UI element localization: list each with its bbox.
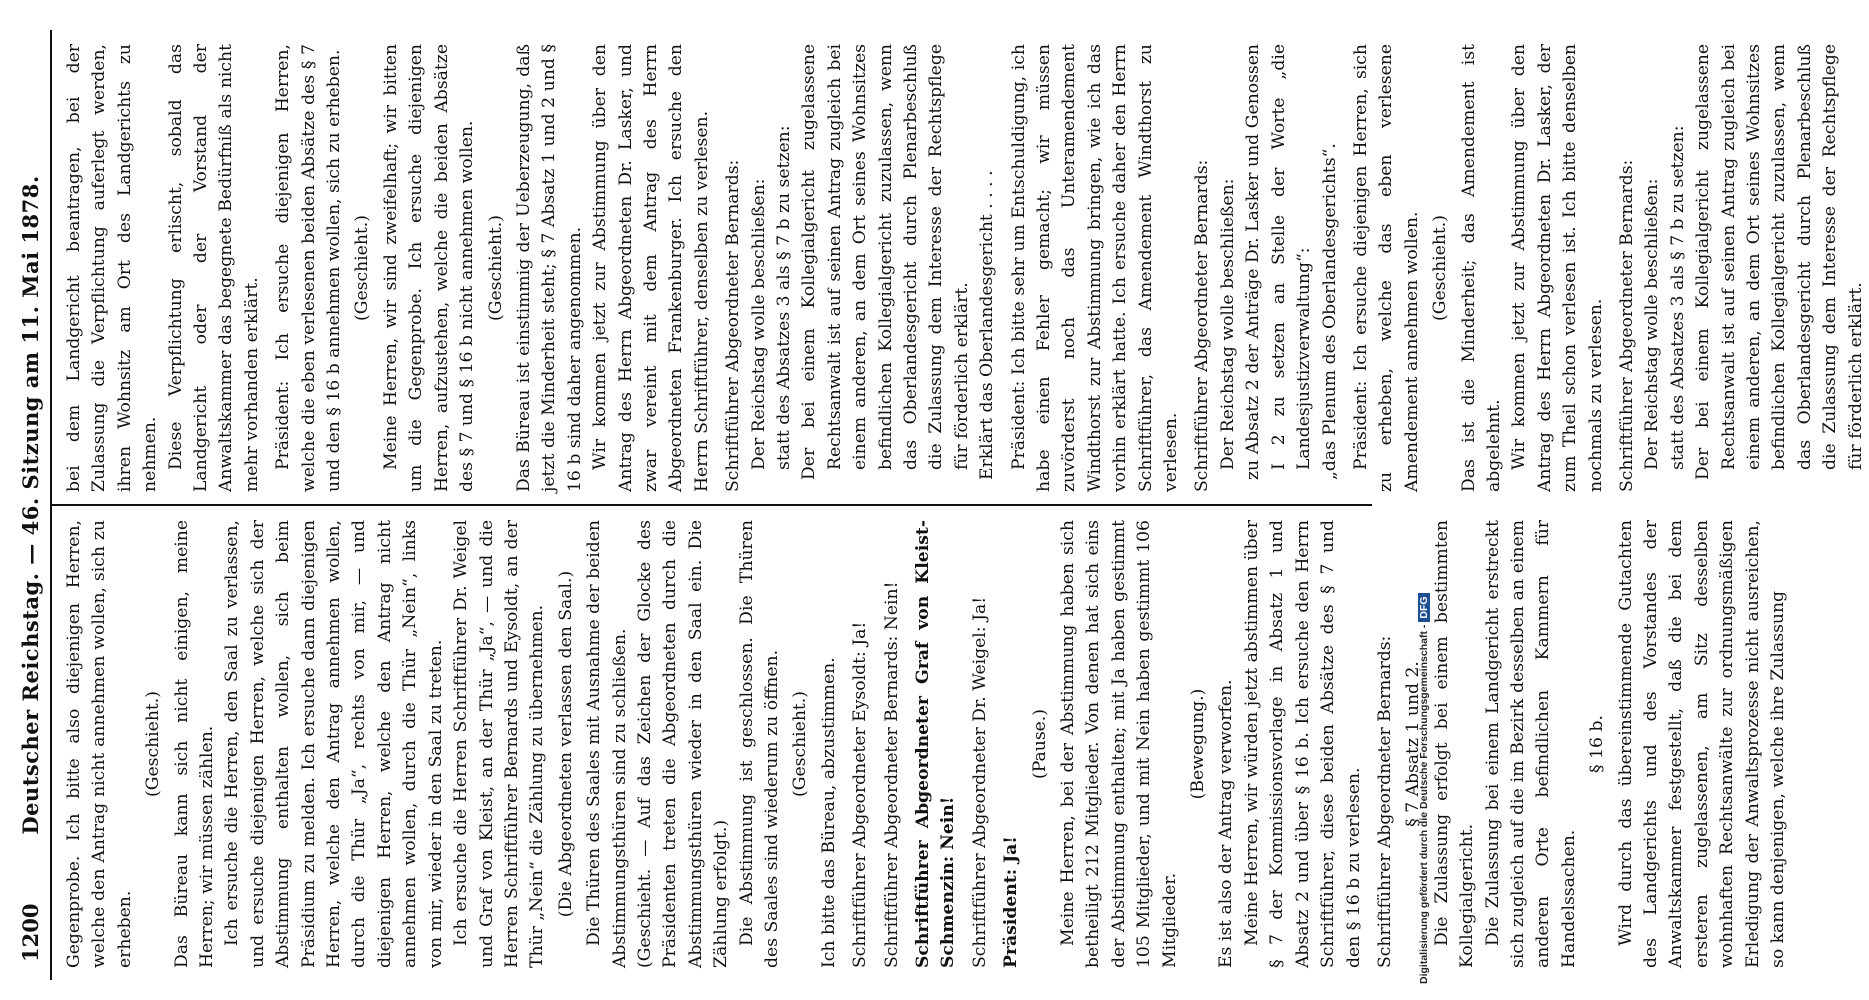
- page-title: Deutscher Reichstag. — 46. Sitzung am 11. Mai 1878.: [18, 175, 43, 835]
- paragraph: Diese Verpflichtung erlischt, sobald das Landgericht oder der Vorstand der Anwaltskammer das begegnete Bedürfniß als nicht mehr vorhanden erklärt.: [165, 44, 262, 492]
- paragraph: bei dem Landgericht beantragen, bei der Zulassung die Verpflichtung auferlegt werden, ihren Wohnsitz am Ort des Landgerichts zu nehmen.: [64, 44, 161, 492]
- paragraph: Ich ersuche die Herren, den Saal zu verlassen, und ersuche diejenigen Herren, welche sich der Abstimmung enthalten wollen, sich beim Präsidium zu melden. Ich ersuche dann diejenigen Herren, welche den Antrag annehmen wollen, durch die Thür „Ja“, rechts von mir, — und diejenigen Herren, welche den Antrag nicht annehmen wollen, durch die Thür „Nein“, links von mir, wieder in den Saal zu treten.: [222, 520, 446, 968]
- speaker-line: Schriftführer Abgeordneter Eysoldt: Ja!: [850, 621, 871, 968]
- paragraph: statt des Absatzes 3 als § 7 b zu setzen:: [1667, 125, 1688, 470]
- paragraph: Der Reichstag wolle beschließen:: [1217, 178, 1238, 470]
- speaker-line: Präsident: Ich ersuche diejenigen Herren, welche die eben verlesenen beiden Absätze des § 7 und den § 16 b annehmen wollen, sich zu erheben.: [273, 44, 345, 492]
- paragraph: Die Zulassung erfolgt bei einem bestimmten Kollegialgericht.: [1431, 520, 1478, 968]
- paragraph: Ich ersuche die Herren Schriftführer Dr. Weigel und Graf von Kleist, an der Thür „Ja“, — und die Herren Schriftführer Bernards und Eysoldt, an der Thür „Nein“ die Zählung zu übernehmen.: [451, 520, 548, 968]
- speaker-line: Schriftführer Abgeordneter Bernards: Nein!: [881, 581, 902, 968]
- paragraph: Ich bitte das Büreau, abzustimmen.: [818, 657, 839, 968]
- paragraph: Wir kommen jetzt zur Abstimmung über den Antrag des Herrn Abgeordneten Dr. Lasker, der zum Theil schon verlesen ist. Ich bitte denselben nochmals zu verlesen.: [1509, 44, 1606, 492]
- page-header: [14, 30, 52, 980]
- stage-direction: (Geschieht.): [485, 215, 506, 321]
- paragraph: Das Büreau ist einstimmig der Ueberzeugung, daß jetzt die Minderheit steht; § 7 Absatz 1 und 2 und § 16 b sind daher angenommen.: [513, 44, 585, 492]
- speaker-line: Schriftführer Abgeordneter Bernards:: [1192, 159, 1213, 492]
- paragraph: Wir kommen jetzt zur Abstimmung über den Antrag des Herrn Abgeordneten Dr. Lasker, und zwar vereint mit dem Antrag des Herrn Abgeordneten Frankenburger. Ich ersuche den Herrn Schriftführer, denselben zu verlesen.: [590, 44, 712, 492]
- speaker-line: Präsident: Ich bitte sehr um Entschuldigung, ich habe einen Fehler gemacht; wir müssen zuvörderst noch das Unteramendement Windthorst zur Abstimmung bringen, wie ich das vorhin erklärt hatte. Ich ersuche daher den Herrn Schriftführer, das Amendement Windthorst zu verlesen.: [1008, 44, 1182, 492]
- stage-direction: (Bewegung.): [1188, 688, 1209, 800]
- section-heading: § 7 Absatz 1 und 2.: [1403, 661, 1424, 827]
- paragraph: Der Reichstag wolle beschließen:: [748, 178, 769, 470]
- stage-direction: (Pause.): [1029, 709, 1050, 779]
- stage-direction: (Geschieht.): [790, 691, 811, 797]
- speaker-line: Schriftführer Abgeordneter Bernards:: [1374, 635, 1395, 968]
- quoted-motion: Der bei einem Kollegialgericht zugelassene Rechtsanwalt ist auf seinen Antrag zugleich bei einem anderen, an dem Ort seines Wohnsitzes befindlichen Kollegialgericht zuzulassen, wenn das Oberlandesgericht durch Plenarbeschluß die Zulassung dem Interesse der Rechtspflege für förderlich erklärt.: [799, 44, 972, 480]
- page-number: 1200: [18, 903, 43, 962]
- section-heading: § 16 b.: [1587, 715, 1608, 773]
- speaker-line: Schriftführer Abgeordneter Dr. Weigel: Ja!: [969, 596, 990, 968]
- paragraph: Meine Herren, wir sind zweifelhaft; wir bitten um die Gegenprobe. Ich ersuche diejenigen Herren, aufzustehen, welche die beiden Absätze des § 7 und § 16 b nicht annehmen wollen.: [380, 44, 478, 492]
- right-column: [52, 30, 1866, 504]
- paragraph: Das Büreau kann sich nicht einigen, meine Herren; wir müssen zählen.: [171, 520, 218, 968]
- dfg-logo: DFG: [1418, 593, 1430, 621]
- quoted-motion: zu Absatz 2 der Anträge Dr. Lasker und Genossen I 2 zu setzen an Stelle der Worte „die Landesjustizverwaltung“:: [1243, 44, 1315, 480]
- speaker-line: Präsident: Ich ersuche diejenigen Herren, sich zu erheben, welche das eben verlesene Amendement annehmen wollen.: [1350, 44, 1422, 492]
- paragraph: Der Reichstag wolle beschließen:: [1642, 178, 1663, 470]
- stage-direction: (Geschieht.): [143, 691, 164, 797]
- quoted-motion: Der bei einem Kollegialgericht zugelassene Rechtsanwalt ist auf seinen Antrag zugleich bei einem anderen, an dem Ort seines Wohnsitzes befindlichen Kollegialgericht zuzulassen, wenn das Oberlandesgericht durch Plenarbeschluß die Zulassung dem Interesse der Rechtspflege für förderlich erklärt.: [1693, 44, 1866, 480]
- speaker-line: Schriftführer Abgeordneter Bernards:: [723, 159, 744, 492]
- stage-direction: (Geschieht. — Auf das Zeichen der Glocke des Präsidenten treten die Abgeordneten durch die Abstimmungsthüren wieder in den Saal ein. Die Zählung erfolgt.): [634, 520, 732, 968]
- stage-direction: (Geschieht.): [1430, 215, 1451, 321]
- stage-direction: (Die Abgeordneten verlassen den Saal.): [555, 570, 576, 918]
- speaker-line: Schriftführer Abgeordneter Bernards:: [1616, 159, 1637, 492]
- digitization-credit: [1418, 593, 1430, 984]
- paragraph: Meine Herren, bei der Abstimmung haben sich betheiligt 212 Mitglieder. Von denen hat sich eins der Abstimmung enthalten; mit Ja haben gestimmt 105 Mitglieder, und mit Nein haben gestimmt 106 Mitglieder.: [1058, 520, 1180, 968]
- paragraph: Wird durch das übereinstimmende Gutachten des Landgerichts und des Vorstandes der Anwaltskammer festgestellt, daß die bei dem ersteren zugelassenen, am Sitz desselben wohnhaften Rechtsanwälte zur ordnungsmäßigen Erledigung der Anwaltsprozesse nicht ausreichen, so kann denjenigen, welche ihre Zulassung: [1615, 520, 1788, 968]
- paragraph: Meine Herren, wir würden jetzt abstimmen über § 7 der Kommissionsvorlage in Absatz 1 und Absatz 2 und über § 16 b. Ich ersuche den Herrn Schriftführer, diese beiden Absätze des § 7 und den § 16 b zu verlesen.: [1241, 520, 1364, 968]
- stage-direction: (Geschieht.): [352, 215, 373, 321]
- speaker-line: Präsident: Ja!: [1001, 836, 1022, 968]
- speaker-line: Schriftführer Abgeordneter Graf von Kleist-Schmenzin: Nein!: [913, 520, 959, 968]
- paragraph: Gegenprobe. Ich bitte also diejenigen Herren, welche den Antrag nicht annehmen wollen, sich zu erheben.: [64, 520, 135, 968]
- paragraph: Es ist also der Antrag verworfen.: [1216, 679, 1237, 968]
- credit-text: Digitalisierung gefördert durch die Deutsche Forschungsgemeinschaft -: [1418, 624, 1430, 984]
- quoted-motion: „das Plenum des Oberlandesgerichts“.: [1319, 143, 1340, 480]
- quoted-motion: Erklärt das Oberlandesgericht . . . .: [977, 170, 998, 480]
- paragraph: Die Thüren des Saales mit Ausnahme der beiden Abstimmungsthüren sind zu schließen.: [584, 520, 630, 968]
- paragraph: Die Abstimmung ist geschlossen. Die Thüren des Saales sind wiederum zu öffnen.: [736, 520, 782, 968]
- paragraph: Die Zulassung bei einem Landgericht erstreckt sich zugleich auf die im Bezirk desselben an einem anderen Orte befindlichen Kammern für Handelssachen.: [1482, 520, 1579, 968]
- paragraph: Das ist die Minderheit; das Amendement ist abgelehnt.: [1458, 44, 1504, 492]
- paragraph: statt des Absatzes 3 als § 7 b zu setzen:: [773, 125, 794, 470]
